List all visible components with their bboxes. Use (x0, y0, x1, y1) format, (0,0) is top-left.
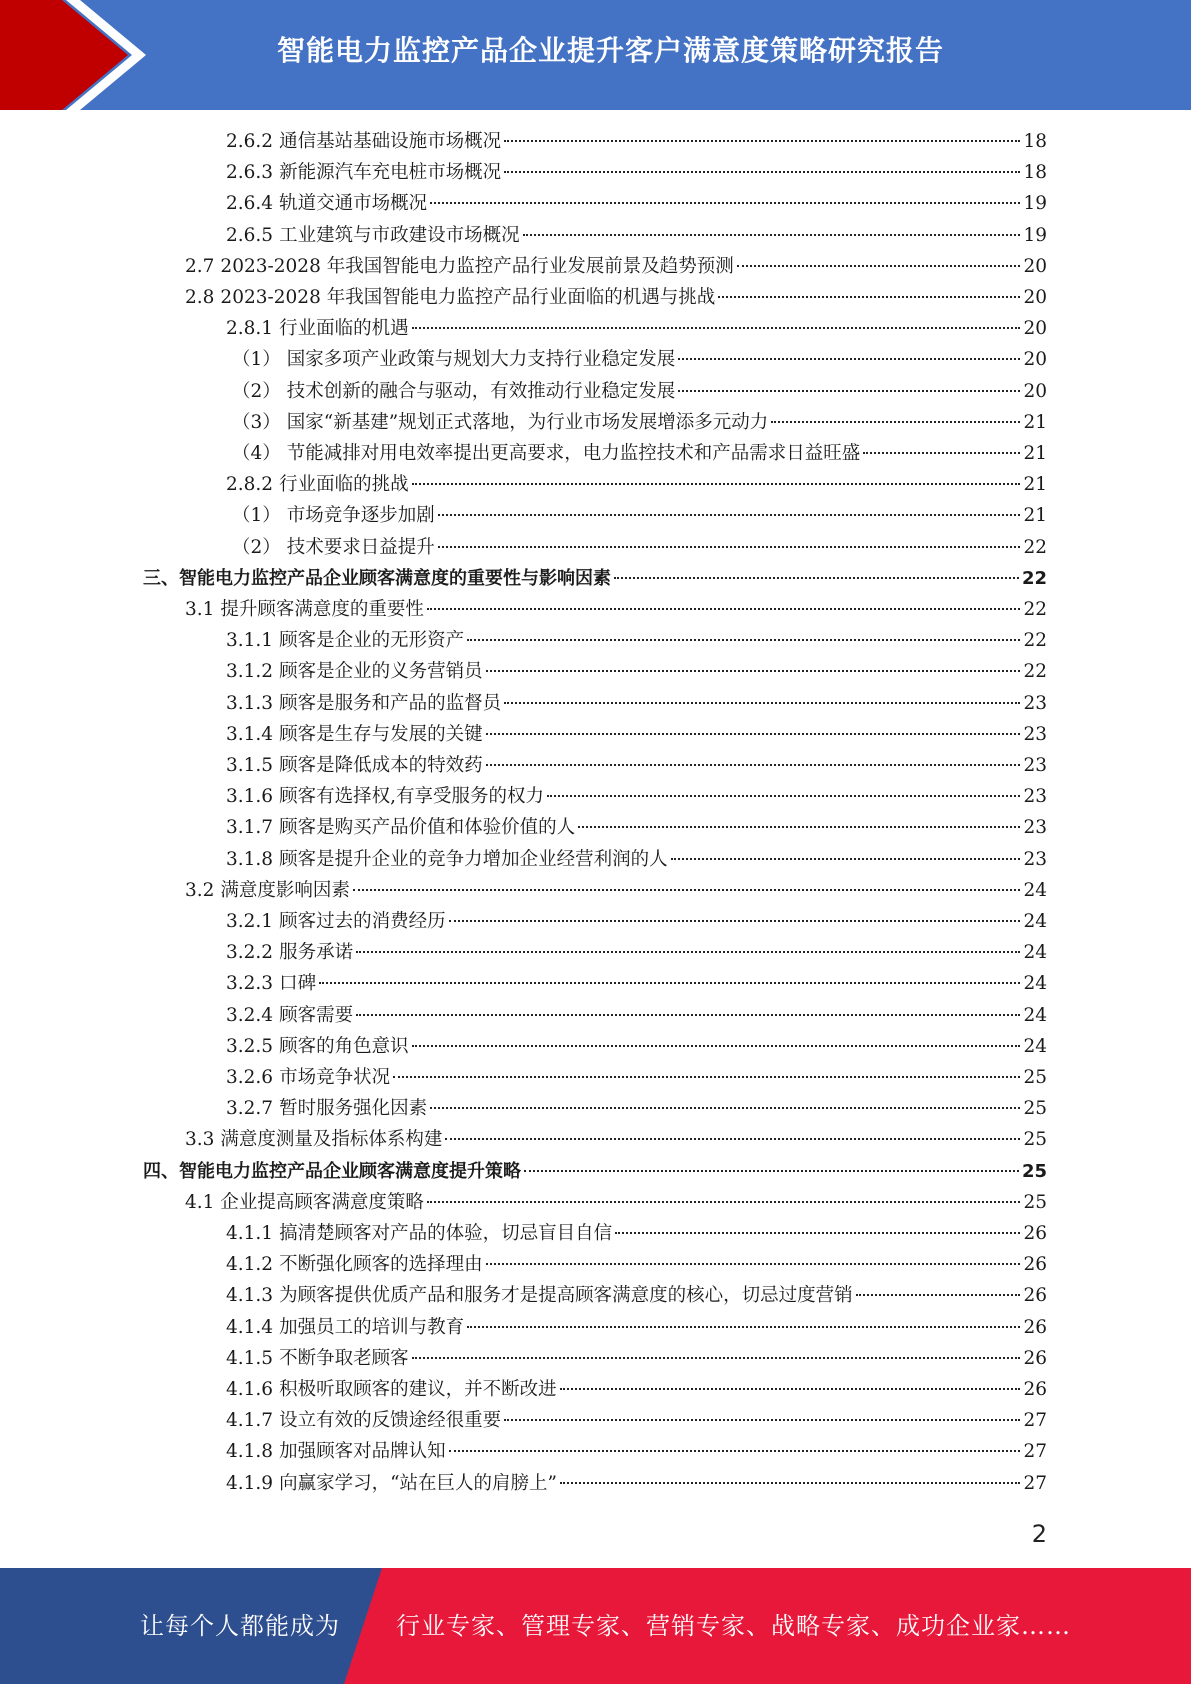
toc-entry-page: 18 (1023, 131, 1047, 152)
dot-leader (856, 1294, 1021, 1296)
toc-entry-number: 3.1.8 (226, 848, 274, 870)
toc-entry[interactable] (226, 1344, 1047, 1375)
toc-entry[interactable] (226, 158, 1047, 189)
toc-entry-title: 暂时服务强化因素 (279, 1098, 428, 1120)
toc-entry-title: 国家“新基建”规划正式落地，为行业市场发展增添多元动力 (286, 411, 769, 433)
toc-entry-title: 行业面临的机遇 (279, 318, 409, 340)
toc-entry-title: 市场竞争逐步加剧 (286, 505, 435, 527)
toc-entry-number: （2） (232, 536, 281, 558)
toc-entry[interactable] (226, 1469, 1047, 1500)
toc-entry-title: 顾客需要 (279, 1004, 354, 1026)
toc-entry[interactable] (226, 938, 1047, 969)
toc-entry-number: 2.6.3 (226, 162, 274, 184)
dot-leader (486, 764, 1021, 766)
footer-slogan-left: 让每个人都能成为 (140, 1612, 340, 1640)
toc-entry-title: 智能电力监控产品企业顾客满意度的重要性与影响因素 (179, 567, 611, 589)
toc-entry-number: 3.2.1 (226, 911, 274, 932)
toc-entry-title: 轨道交通市场概况 (279, 193, 428, 215)
toc-entry-number: 2.6.2 (226, 131, 274, 152)
dot-leader (678, 390, 1020, 392)
toc-entry-number: （4） (232, 443, 281, 464)
toc-entry-title: 不断强化顾客的选择理由 (279, 1254, 483, 1276)
toc-entry[interactable] (226, 689, 1047, 720)
page-number: 2 (1031, 1520, 1047, 1548)
toc-entry-page: 23 (1023, 848, 1047, 870)
toc-entry-title: 提升顾客满意度的重要性 (220, 599, 424, 620)
toc-entry-page: 26 (1023, 1254, 1047, 1276)
toc-entry[interactable] (226, 1406, 1047, 1437)
dot-leader (614, 577, 1019, 579)
toc-entry-page: 20 (1023, 349, 1047, 371)
toc-entry[interactable] (232, 533, 1047, 564)
toc-entry-number: 4.1.9 (226, 1472, 274, 1494)
dot-leader (504, 140, 1020, 142)
toc-entry-number: 4.1.4 (226, 1316, 274, 1338)
toc-entry-number: 3.1.6 (226, 786, 274, 808)
dot-leader (445, 1138, 1020, 1140)
toc-entry[interactable] (226, 127, 1047, 158)
toc-entry-page: 26 (1023, 1223, 1047, 1244)
dot-leader (504, 171, 1020, 173)
toc-entry-number: 3.1 (185, 599, 215, 620)
toc-entry[interactable] (226, 1001, 1047, 1032)
toc-entry-page: 22 (1023, 661, 1047, 683)
dot-leader (412, 483, 1021, 485)
toc-entry-page: 21 (1023, 411, 1047, 433)
dot-leader (412, 1045, 1021, 1047)
dot-leader (319, 982, 1020, 984)
dot-leader (356, 951, 1020, 953)
dot-leader (430, 202, 1020, 204)
toc-entry[interactable] (226, 1250, 1047, 1281)
toc-entry-page: 23 (1023, 723, 1047, 745)
toc-entry-title: 顾客是企业的义务营销员 (279, 661, 483, 683)
toc-entry-title: 满意度测量及指标体系构建 (220, 1129, 443, 1151)
toc-entry-title: 新能源汽车充电桩市场概况 (279, 162, 502, 184)
toc-entry-page: 25 (1021, 1160, 1047, 1182)
toc-entry-number: 4.1.1 (226, 1223, 274, 1244)
toc-entry-page: 23 (1023, 817, 1047, 839)
dot-leader (449, 920, 1021, 922)
toc-entry[interactable] (226, 1219, 1047, 1250)
toc-entry-page: 20 (1023, 380, 1047, 402)
toc-entry-page: 24 (1023, 942, 1047, 964)
toc-entry[interactable] (226, 1313, 1047, 1344)
dot-leader (438, 546, 1021, 548)
dot-leader (356, 1014, 1020, 1016)
toc-entry[interactable] (226, 657, 1047, 688)
toc-entry[interactable] (226, 1032, 1047, 1063)
toc-entry-title: 顾客是提升企业的竞争力增加企业经营利润的人 (279, 848, 668, 870)
toc-entry[interactable] (226, 1063, 1047, 1094)
dot-leader (547, 795, 1020, 797)
toc-chapter-entry[interactable] (143, 1157, 1047, 1188)
toc-entry[interactable] (185, 252, 1047, 283)
dot-leader (467, 639, 1020, 641)
dot-leader (671, 858, 1021, 860)
toc-entry[interactable] (226, 845, 1047, 876)
toc-entry[interactable] (226, 314, 1047, 345)
toc-entry-title: 行业面临的挑战 (279, 474, 409, 496)
toc-entry-number: 2.6.4 (226, 193, 274, 215)
dot-leader (393, 1076, 1020, 1078)
toc-entry-number: 2.8.1 (226, 318, 274, 340)
toc-entry[interactable] (226, 1375, 1047, 1406)
toc-entry-number: 3.2.5 (226, 1035, 274, 1057)
toc-entry-page: 24 (1023, 911, 1047, 932)
toc-entry-page: 21 (1023, 505, 1047, 527)
toc-entry-page: 18 (1023, 162, 1047, 184)
toc-entry[interactable] (226, 470, 1047, 501)
toc-entry-title: 不断争取老顾客 (279, 1347, 409, 1369)
toc-entry[interactable] (226, 813, 1047, 844)
toc-entry-page: 19 (1023, 224, 1047, 246)
toc-entry[interactable] (185, 1188, 1047, 1219)
toc-entry[interactable] (226, 1437, 1047, 1468)
toc-entry-number: 4.1.8 (226, 1441, 274, 1463)
dot-leader (467, 1326, 1020, 1328)
toc-entry-title: 通信基站基础设施市场概况 (279, 131, 502, 152)
dot-leader (504, 702, 1020, 704)
toc-entry-title: 顾客是企业的无形资产 (279, 630, 465, 652)
dot-leader (524, 1170, 1019, 1172)
header-arrow-decoration (0, 0, 160, 110)
toc-entry-number: 4.1.7 (226, 1410, 274, 1432)
toc-entry-number: 3.2 (185, 879, 215, 901)
toc-entry-number: 3.1.4 (226, 723, 274, 745)
toc-entry-page: 25 (1023, 1129, 1047, 1151)
footer-slogan-right: 行业专家、管理专家、营销专家、战略专家、成功企业家…… (396, 1612, 1071, 1640)
toc-entry-title: 服务承诺 (279, 942, 354, 964)
toc-entry[interactable] (226, 969, 1047, 1000)
dot-leader (718, 296, 1020, 298)
toc-entry[interactable] (226, 907, 1047, 938)
toc-entry[interactable] (226, 221, 1047, 252)
toc-entry[interactable] (232, 439, 1047, 470)
toc-entry[interactable] (232, 345, 1047, 376)
report-title: 智能电力监控产品企业提升客户满意度策略研究报告 (276, 34, 944, 67)
toc-entry-title: 积极听取顾客的建议，并不断改进 (279, 1379, 557, 1400)
toc-entry-title: 顾客有选择权,有享受服务的权力 (279, 786, 544, 808)
toc-entry-page: 21 (1023, 474, 1047, 496)
toc-entry-title: 工业建筑与市政建设市场概况 (279, 224, 520, 246)
toc-entry-page: 24 (1023, 973, 1047, 995)
dot-leader (486, 670, 1021, 672)
toc-entry[interactable] (226, 751, 1047, 782)
toc-entry-page: 19 (1023, 193, 1047, 215)
toc-entry-page: 22 (1023, 630, 1047, 652)
dot-leader (771, 421, 1020, 423)
toc-entry-number: 4.1.5 (226, 1347, 274, 1369)
toc-entry-number: 4.1.2 (226, 1254, 274, 1276)
toc-entry-page: 27 (1023, 1410, 1047, 1432)
toc-entry-title: 加强顾客对品牌认知 (279, 1441, 446, 1463)
toc-entry-number: 4.1.6 (226, 1379, 274, 1400)
dot-leader (486, 733, 1021, 735)
toc-entry-number: 3.3 (185, 1129, 215, 1151)
toc-entry[interactable] (232, 501, 1047, 532)
toc-entry-title: 顾客过去的消费经历 (279, 911, 446, 932)
toc-entry-title: 顾客的角色意识 (279, 1035, 409, 1057)
toc-entry[interactable] (226, 782, 1047, 813)
dot-leader (449, 1450, 1021, 1452)
toc-entry-title: 企业提高顾客满意度策略 (220, 1191, 424, 1213)
toc-entry-number: （1） (232, 349, 281, 371)
toc-entry-page: 26 (1023, 1285, 1047, 1307)
toc-entry[interactable] (232, 377, 1047, 408)
toc-entry-title: 加强员工的培训与教育 (279, 1316, 465, 1338)
toc-entry[interactable] (185, 876, 1047, 907)
dot-leader (560, 1388, 1021, 1390)
dot-leader (353, 889, 1021, 891)
toc-entry-number: 4.1.3 (226, 1285, 274, 1307)
toc-entry-title: 节能减排对用电效率提出更高要求，电力监控技术和产品需求日益旺盛 (286, 443, 861, 464)
toc-entry-title: 向赢家学习，“站在巨人的肩膀上” (279, 1472, 557, 1494)
toc-entry-page: 24 (1023, 1004, 1047, 1026)
page-header (0, 0, 1191, 110)
toc-entry-title: 搞清楚顾客对产品的体验，切忌盲目自信 (279, 1223, 613, 1244)
toc-entry-page: 24 (1023, 1035, 1047, 1057)
toc-entry-page: 27 (1023, 1472, 1047, 1494)
toc-entry-number: 3.1.1 (226, 630, 274, 652)
toc-entry-number: 四、 (143, 1160, 179, 1182)
toc-entry-page: 26 (1023, 1379, 1047, 1400)
toc-entry-page: 26 (1023, 1347, 1047, 1369)
dot-leader (615, 1232, 1020, 1234)
toc-entry-number: （3） (232, 411, 281, 433)
toc-entry-title: 顾客是购买产品价值和体验价值的人 (279, 817, 576, 839)
dot-leader (560, 1482, 1020, 1484)
toc-entry-title: 顾客是服务和产品的监督员 (279, 692, 502, 714)
toc-entry-number: （2） (232, 380, 281, 402)
toc-entry[interactable] (226, 1281, 1047, 1312)
toc-entry[interactable] (226, 189, 1047, 220)
dot-leader (438, 514, 1021, 516)
toc-entry-number: 3.2.4 (226, 1004, 274, 1026)
toc-chapter-entry[interactable] (143, 564, 1047, 595)
dot-leader (578, 826, 1020, 828)
toc-entry-title: 满意度影响因素 (220, 879, 350, 901)
toc-entry-title: 顾客是降低成本的特效药 (279, 755, 483, 776)
toc-entry-number: 3.2.2 (226, 942, 274, 964)
toc-entry-page: 20 (1023, 287, 1047, 308)
dot-leader (504, 1419, 1020, 1421)
dot-leader (412, 327, 1021, 329)
toc-entry-number: 3.1.7 (226, 817, 274, 839)
toc-entry-number: 3.1.3 (226, 692, 274, 714)
toc-entry-page: 27 (1023, 1441, 1047, 1463)
dot-leader (737, 265, 1021, 267)
toc-entry[interactable] (232, 408, 1047, 439)
toc-entry-page: 23 (1023, 786, 1047, 808)
toc-entry-title: 设立有效的反馈途经很重要 (279, 1410, 502, 1432)
toc-entry-title: 智能电力监控产品企业顾客满意度提升策略 (179, 1160, 521, 1182)
toc-entry-page: 22 (1023, 599, 1047, 620)
dot-leader (678, 358, 1020, 360)
toc-entry-page: 20 (1023, 318, 1047, 340)
toc-entry-number: 3.1.5 (226, 755, 274, 776)
page-footer (0, 1568, 1191, 1684)
toc-entry-title: 为顾客提供优质产品和服务才是提高顾客满意度的核心，切忌过度营销 (279, 1285, 853, 1307)
toc-entry-page: 20 (1023, 255, 1047, 277)
toc-entry-number: 3.2.3 (226, 973, 274, 995)
toc-entry-number: 3.2.6 (226, 1067, 274, 1088)
toc-entry-title: 顾客是生存与发展的关键 (279, 723, 483, 745)
toc-entry-title: 口碑 (279, 973, 317, 995)
dot-leader (427, 608, 1021, 610)
toc-entry-title: 2023-2028 年我国智能电力监控产品行业发展前景及趋势预测 (220, 255, 734, 277)
toc-entry[interactable] (185, 595, 1047, 626)
toc-entry-title: 市场竞争状况 (279, 1067, 391, 1088)
toc-entry-page: 24 (1023, 879, 1047, 901)
toc-entry-title: 技术要求日益提升 (286, 536, 435, 558)
toc-entry-page: 25 (1023, 1191, 1047, 1213)
toc-entry-page: 25 (1023, 1098, 1047, 1120)
toc-entry-number: 4.1 (185, 1191, 215, 1213)
toc-entry-number: （1） (232, 505, 281, 527)
toc-entry-title: 2023-2028 年我国智能电力监控产品行业面临的机遇与挑战 (220, 287, 716, 308)
toc-entry-page: 22 (1023, 536, 1047, 558)
dot-leader (427, 1201, 1021, 1203)
toc-entry[interactable] (226, 1094, 1047, 1125)
toc-entry-page: 23 (1023, 755, 1047, 776)
toc-entry-page: 25 (1023, 1067, 1047, 1088)
toc-entry-page: 26 (1023, 1316, 1047, 1338)
dot-leader (523, 234, 1021, 236)
dot-leader (863, 452, 1020, 454)
dot-leader (412, 1357, 1021, 1359)
toc-entry-page: 21 (1023, 443, 1047, 464)
toc-entry-number: 2.8.2 (226, 474, 274, 496)
toc-entry[interactable] (185, 1125, 1047, 1156)
toc-entry-page: 23 (1023, 692, 1047, 714)
toc-entry-number: 2.7 (185, 255, 215, 277)
dot-leader (486, 1263, 1021, 1265)
toc-entry[interactable] (226, 626, 1047, 657)
toc-entry-number: 3.2.7 (226, 1098, 274, 1120)
toc-entry-page: 22 (1021, 567, 1047, 589)
toc-entry[interactable] (185, 283, 1047, 314)
toc-entry-title: 国家多项产业政策与规划大力支持行业稳定发展 (286, 349, 676, 371)
toc-entry[interactable] (226, 720, 1047, 751)
toc-entry-number: 2.8 (185, 287, 215, 308)
toc-entry-title: 技术创新的融合与驱动，有效推动行业稳定发展 (286, 380, 676, 402)
toc-entry-number: 三、 (143, 567, 179, 589)
dot-leader (430, 1107, 1020, 1109)
toc-entry-number: 3.1.2 (226, 661, 274, 683)
toc-entry-number: 2.6.5 (226, 224, 274, 246)
